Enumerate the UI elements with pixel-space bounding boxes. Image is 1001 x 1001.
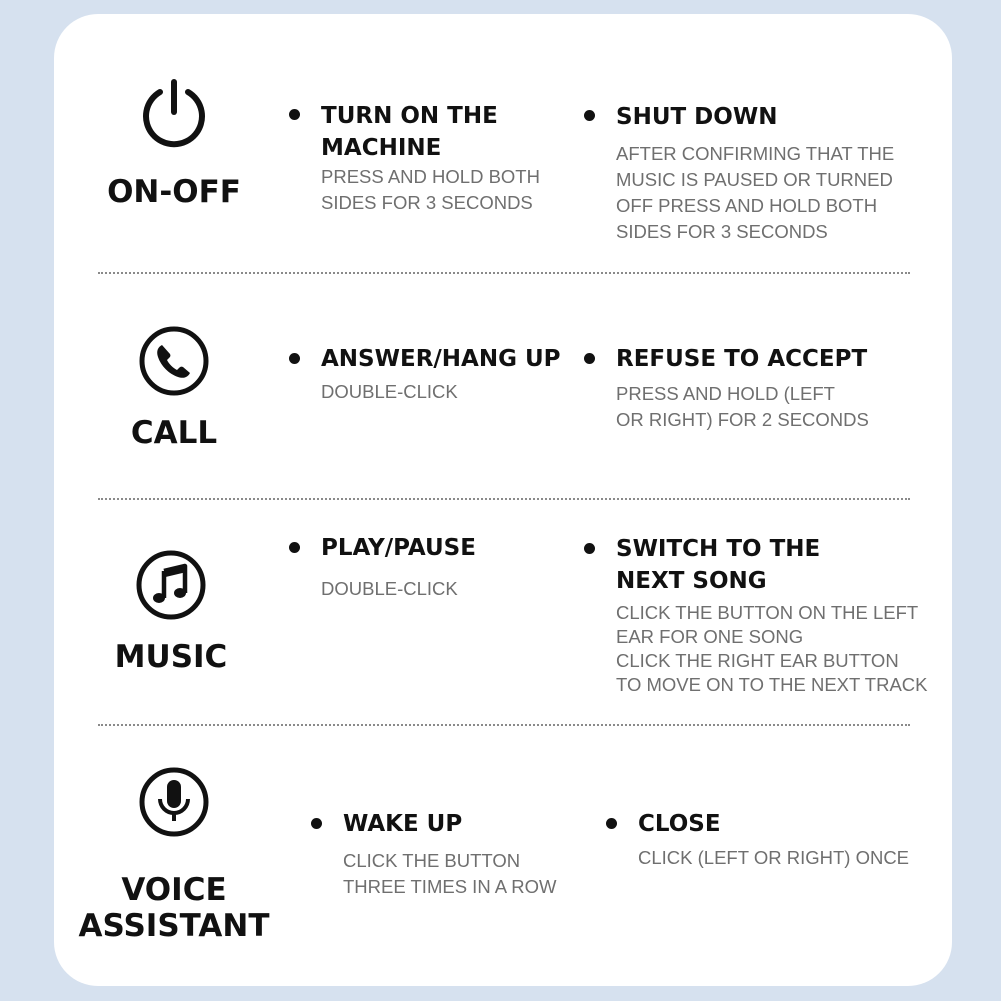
category-label-line: ASSISTANT (78, 908, 270, 944)
bullet (606, 818, 617, 829)
section-divider (98, 498, 910, 500)
category-label-on-off: ON-OFF (107, 174, 241, 210)
bullet (289, 542, 300, 553)
bullet (289, 109, 300, 120)
instruction-card (54, 14, 952, 986)
item-desc: AFTER CONFIRMING THAT THE (616, 143, 895, 164)
microphone-icon (138, 766, 210, 838)
item-title: PLAY/PAUSE (321, 535, 476, 561)
item-desc: THREE TIMES IN A ROW (343, 876, 557, 897)
item-desc: OR RIGHT) FOR 2 SECONDS (616, 409, 869, 430)
bullet (584, 110, 595, 121)
item-desc: CLICK THE BUTTON ON THE LEFT (616, 602, 919, 623)
bullet (584, 353, 595, 364)
item-desc: TO MOVE ON TO THE NEXT TRACK (616, 674, 928, 695)
item-desc: EAR FOR ONE SONG (616, 626, 804, 647)
phone-icon (138, 325, 210, 397)
item-title: SWITCH TO THE (616, 536, 821, 562)
item-desc: MUSIC IS PAUSED OR TURNED (616, 169, 893, 190)
item-desc: PRESS AND HOLD (LEFT (616, 383, 835, 404)
section-divider (98, 272, 910, 274)
item-title: ANSWER/HANG UP (321, 346, 561, 372)
item-title: WAKE UP (343, 811, 463, 837)
item-desc: DOUBLE-CLICK (321, 578, 458, 599)
category-label-voice-assistant (54, 872, 294, 944)
item-desc: OFF PRESS AND HOLD BOTH (616, 195, 878, 216)
item-title: CLOSE (638, 811, 721, 837)
item-title: SHUT DOWN (616, 104, 778, 130)
item-desc: SIDES FOR 3 SECONDS (321, 192, 533, 213)
item-desc: CLICK THE RIGHT EAR BUTTON (616, 650, 899, 671)
bullet (289, 353, 300, 364)
section-on-off-header (54, 78, 294, 210)
category-label-line: VOICE (121, 872, 227, 908)
item-title: TURN ON THE (321, 103, 498, 129)
item-title: NEXT SONG (616, 568, 767, 594)
item-desc: CLICK (LEFT OR RIGHT) ONCE (638, 847, 910, 868)
item-desc: DOUBLE-CLICK (321, 381, 458, 402)
bullet (311, 818, 322, 829)
bullet (584, 543, 595, 554)
item-desc: SIDES FOR 3 SECONDS (616, 221, 828, 242)
category-label-music: MUSIC (114, 639, 228, 675)
section-music-header (51, 549, 291, 675)
item-title: REFUSE TO ACCEPT (616, 346, 868, 372)
item-title: MACHINE (321, 135, 442, 161)
item-desc: PRESS AND HOLD BOTH (321, 166, 540, 187)
category-label-call: CALL (130, 415, 218, 451)
music-note-icon (135, 549, 207, 621)
section-divider (98, 724, 910, 726)
power-icon (138, 78, 210, 154)
section-voice-assistant-header (54, 766, 294, 944)
item-desc: CLICK THE BUTTON (343, 850, 521, 871)
section-call-header (54, 325, 294, 451)
